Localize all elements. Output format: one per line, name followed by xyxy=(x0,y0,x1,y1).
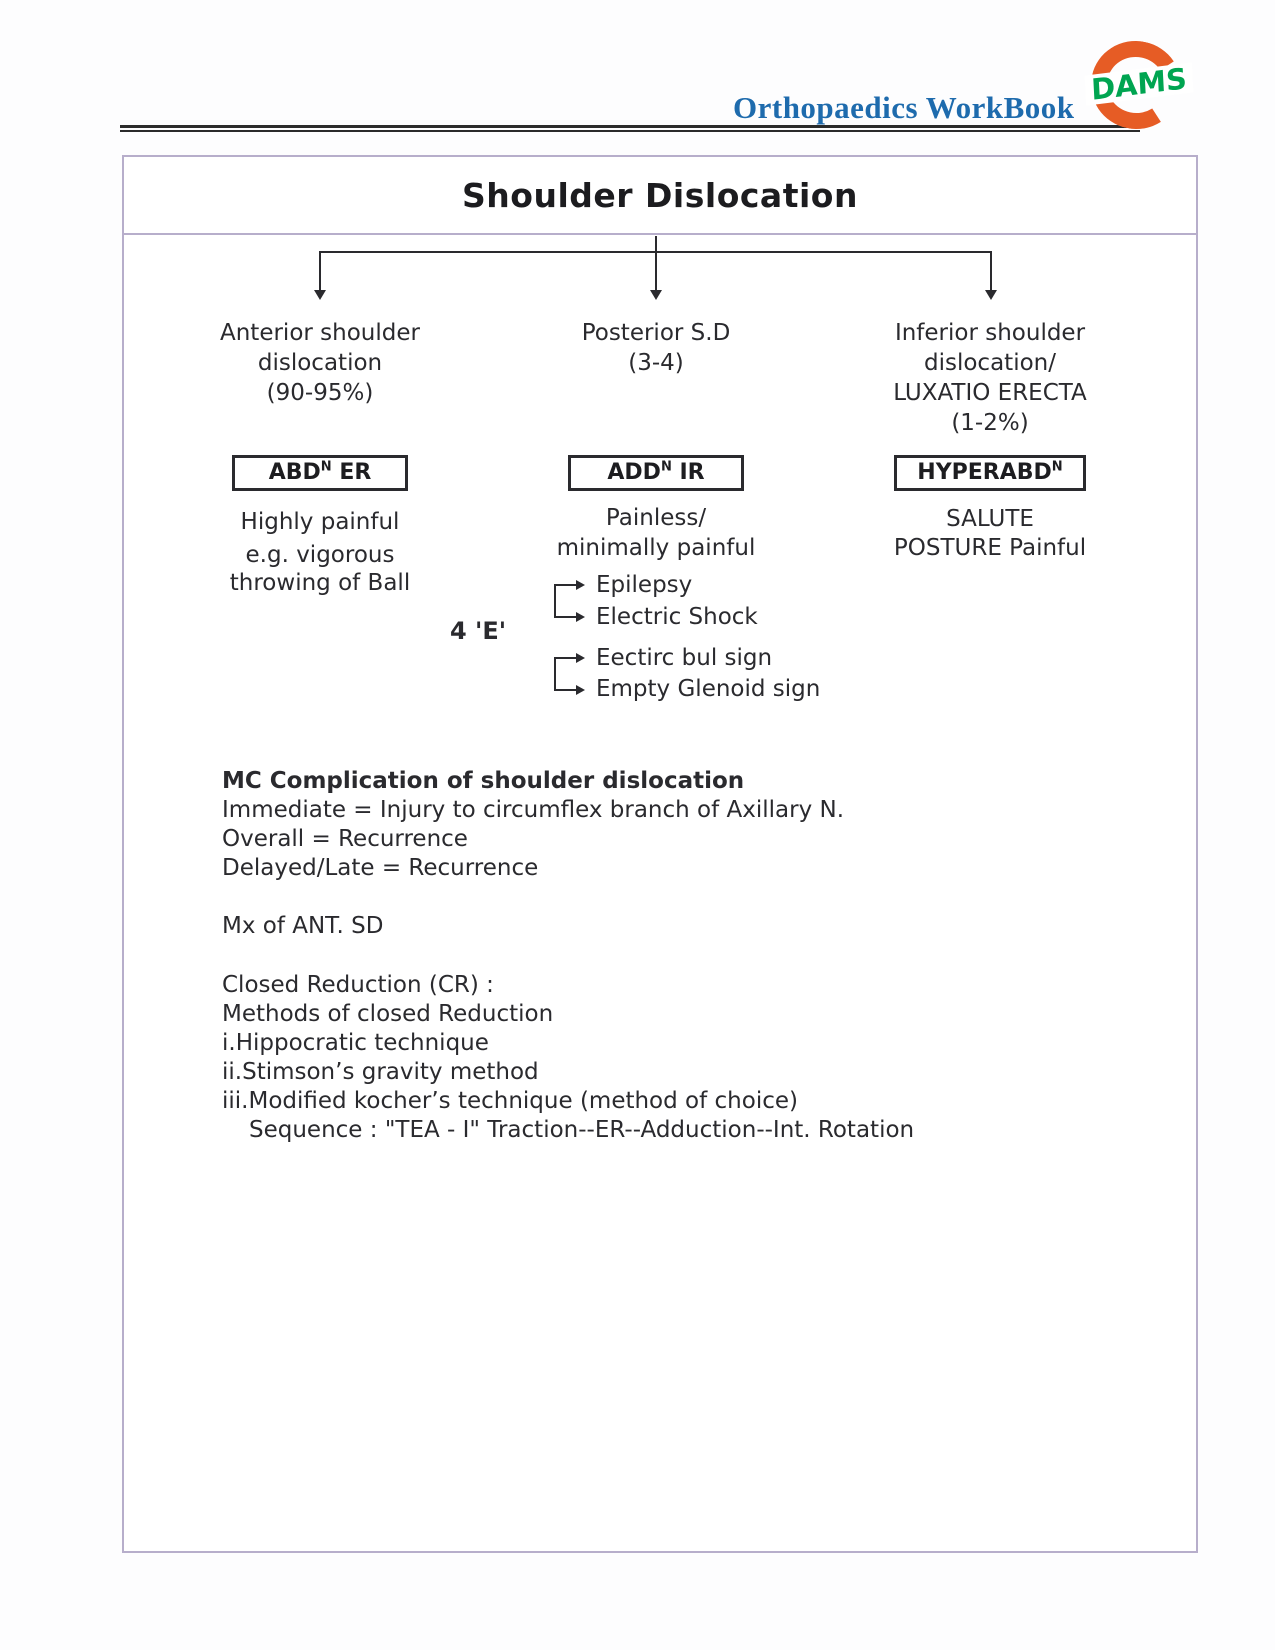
mechanism-superscript: N xyxy=(1051,459,1063,475)
four-e-bracket-2 xyxy=(554,658,556,691)
page-title: Shoulder Dislocation xyxy=(124,157,1196,235)
mechanism-superscript: N xyxy=(320,459,332,475)
note-line: Painless/ xyxy=(605,505,707,531)
arrow-right-icon xyxy=(554,616,576,618)
branch-label-anterior xyxy=(150,318,490,408)
tree-arrow-anterior-icon xyxy=(319,251,321,291)
reduction-line: Methods of closed Reduction xyxy=(222,1001,554,1027)
note-posterior xyxy=(486,503,826,563)
branch-line: Posterior S.D xyxy=(581,320,731,346)
arrow-right-icon xyxy=(554,657,576,659)
mechanism-box-hyperabd xyxy=(894,455,1086,491)
branch-line: Anterior shoulder xyxy=(220,320,420,346)
reduction-line: iii.Modified kocher’s technique (method of choice) xyxy=(222,1088,798,1114)
note-inferior xyxy=(820,505,1160,563)
four-e-cause: Electric Shock xyxy=(596,604,758,630)
complication-heading: MC Complication of shoulder dislocation xyxy=(222,768,745,794)
complication-line: Immediate = Injury to circumflex branch of Axillary N. xyxy=(222,797,845,823)
note-line: e.g. vigorous xyxy=(245,542,395,568)
four-e-bracket-1 xyxy=(554,585,556,618)
note-anterior xyxy=(150,508,490,597)
branch-line: dislocation/ xyxy=(924,350,1056,376)
complication-line: Overall = Recurrence xyxy=(222,826,468,852)
mechanism-text: HYPERABD xyxy=(917,460,1052,485)
tree-arrow-inferior-icon xyxy=(990,251,992,291)
branch-label-posterior xyxy=(486,318,826,378)
note-line: Highly painful xyxy=(240,509,400,535)
reduction-block xyxy=(222,971,914,1145)
four-e-sign: Empty Glenoid sign xyxy=(596,676,821,702)
reduction-line: i.Hippocratic technique xyxy=(222,1030,489,1056)
mechanism-text: ABD xyxy=(268,460,321,485)
branch-line: (1-2%) xyxy=(951,410,1029,436)
reduction-line: Closed Reduction (CR) : xyxy=(222,972,494,998)
management-line: Mx of ANT. SD xyxy=(222,913,384,939)
branch-line: LUXATIO ERECTA xyxy=(893,380,1087,406)
branch-label-inferior xyxy=(820,318,1160,438)
four-e-cause: Epilepsy xyxy=(596,572,693,598)
branch-line: (3-4) xyxy=(628,350,684,376)
branch-line: Inferior shoulder xyxy=(894,320,1086,346)
reduction-line: ii.Stimson’s gravity method xyxy=(222,1059,539,1085)
mechanism-text: ADD xyxy=(607,460,661,485)
mechanism-box-add-ir xyxy=(568,455,744,491)
mechanism-box-abd-er xyxy=(232,455,408,491)
header-double-rule xyxy=(120,125,1140,132)
note-line: SALUTE xyxy=(946,506,1034,532)
tree-arrow-posterior-icon xyxy=(655,251,657,291)
mechanism-superscript: N xyxy=(660,459,672,475)
branch-line: dislocation xyxy=(257,350,383,376)
four-e-sign: Eectirc bul sign xyxy=(596,645,773,671)
four-e-label: 4 'E' xyxy=(450,617,507,645)
note-line: minimally painful xyxy=(556,535,756,561)
notes-text-block xyxy=(222,767,914,1145)
note-line: throwing of Ball xyxy=(229,570,411,596)
branch-line: (90-95%) xyxy=(266,380,374,406)
arrow-right-icon xyxy=(554,689,576,691)
mechanism-text: ER xyxy=(331,460,372,485)
sequence-line: Sequence : "TEA - I" Traction--ER--Adduction--Int. Rotation xyxy=(249,1117,915,1143)
book-title: Orthopaedics WorkBook xyxy=(733,90,1075,125)
mechanism-text: IR xyxy=(671,460,705,485)
dams-logo-text: DAMS xyxy=(1085,62,1194,105)
note-line: POSTURE Painful xyxy=(893,535,1087,561)
complication-line: Delayed/Late = Recurrence xyxy=(222,855,539,881)
arrow-right-icon xyxy=(554,584,576,586)
tree-root-stub xyxy=(655,236,657,252)
dams-logo xyxy=(1085,38,1193,132)
